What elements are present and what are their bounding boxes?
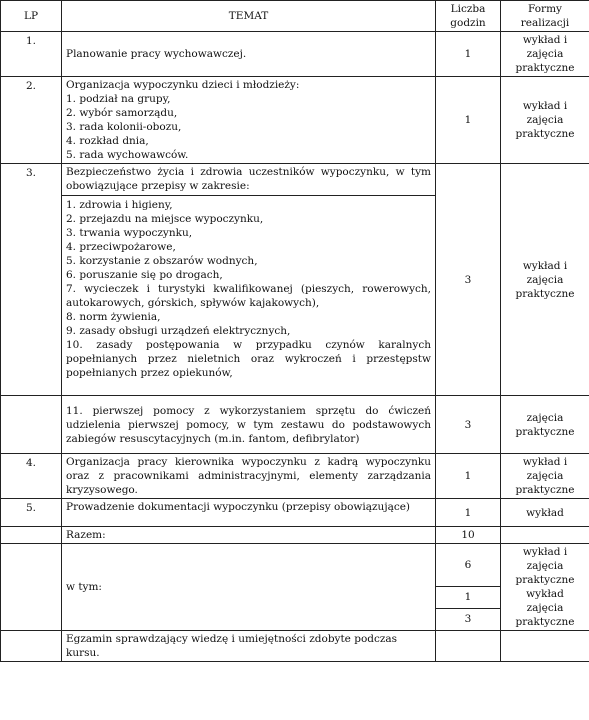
row-hours: 1 bbox=[436, 32, 501, 77]
row-hours: 3 bbox=[436, 396, 501, 454]
row-lp: 1. bbox=[1, 32, 62, 77]
exam-form bbox=[501, 631, 589, 662]
list-item: 1. podział na grupy, bbox=[66, 93, 171, 105]
table-row bbox=[1, 77, 589, 164]
list-item: 8. norm żywienia, bbox=[66, 311, 161, 323]
header-formy-realizacji: Formy realizacji bbox=[501, 1, 589, 32]
table-row bbox=[1, 499, 589, 527]
table-row bbox=[1, 164, 589, 396]
list-item: 4. przeciwpożarowe, bbox=[66, 241, 176, 253]
row-form: wykład i zajęcia praktyczne bbox=[501, 454, 589, 499]
row-form: wykład i zajęcia praktyczne bbox=[501, 164, 589, 396]
table-row bbox=[1, 32, 589, 77]
row-form: wykład i zajęcia praktyczne bbox=[501, 77, 589, 164]
breakdown-lp bbox=[1, 544, 62, 631]
breakdown-form-3: zajęcia praktyczne bbox=[515, 602, 575, 628]
row-lp: 3. bbox=[1, 164, 62, 396]
row-form: wykład i zajęcia praktyczne bbox=[501, 32, 589, 77]
exam-text: Egzamin sprawdzający wiedzę i umiejętności zdobyte podczas kursu. bbox=[62, 631, 436, 662]
header-lp: LP bbox=[1, 1, 62, 32]
row-hours: 1 bbox=[436, 454, 501, 499]
exam-lp bbox=[1, 631, 62, 662]
total-lp bbox=[1, 527, 62, 544]
table-header-row bbox=[1, 1, 589, 32]
topic-sublist bbox=[62, 195, 435, 380]
list-item: 2. wybór samorządu, bbox=[66, 107, 178, 119]
total-hours: 10 bbox=[436, 527, 501, 544]
list-item: 5. rada wychowawców. bbox=[66, 149, 189, 161]
row-lp: 2. bbox=[1, 77, 62, 164]
row-topic: Prowadzenie dokumentacji wypoczynku (przepisy obowiązujące) bbox=[62, 499, 436, 527]
breakdown-label: w tym: bbox=[62, 544, 436, 631]
list-item: 5. korzystanie z obszarów wodnych, bbox=[66, 255, 258, 267]
breakdown-hours-1: 6 bbox=[436, 544, 500, 587]
row-topic-heading: Bezpieczeństwo życia i zdrowia uczestników wypoczynku, w tym obowiązujące przepisy w zakresie: bbox=[66, 166, 431, 192]
breakdown-row bbox=[1, 544, 589, 631]
list-item: 3. rada kolonii-obozu, bbox=[66, 121, 182, 133]
breakdown-form-2: wykład bbox=[526, 588, 564, 600]
breakdown-hours bbox=[436, 544, 501, 631]
row-topic: 11. pierwszej pomocy z wykorzystaniem sprzętu do ćwiczeń udzielenia pierwszej pomocy, w tym zestawu do podstawowych zabiegów resuscytacyjnych (m.in. fantom, defibrylator) bbox=[62, 396, 436, 454]
total-label: Razem: bbox=[62, 527, 436, 544]
table-row bbox=[1, 454, 589, 499]
breakdown-hours-3: 3 bbox=[464, 613, 472, 625]
row-topic-heading: Organizacja wypoczynku dzieci i młodzieży: bbox=[66, 79, 300, 91]
row-form: wykład bbox=[501, 499, 589, 527]
row-form: zajęcia praktyczne bbox=[501, 396, 589, 454]
exam-row bbox=[1, 631, 589, 662]
list-item: 7. wycieczek i turystyki kwalifikowanej (pieszych, rowerowych, autokarowych, górskich, spływów kajakowych), bbox=[66, 283, 431, 309]
list-item: 1. zdrowia i higieny, bbox=[66, 199, 173, 211]
header-liczba-godzin: Liczba godzin bbox=[436, 1, 501, 32]
list-item: 10. zasady postępowania w przypadku czynów karalnych popełnianych przez nieletnich oraz wykroczeń i przestępstw popełnianych przez opiekunów, bbox=[66, 339, 431, 379]
total-row bbox=[1, 527, 589, 544]
row-lp bbox=[1, 396, 62, 454]
total-form bbox=[501, 527, 589, 544]
header-temat: TEMAT bbox=[62, 1, 436, 32]
exam-hours bbox=[436, 631, 501, 662]
list-item: 3. trwania wypoczynku, bbox=[66, 227, 193, 239]
row-lp: 5. bbox=[1, 499, 62, 527]
list-item: 9. zasady obsługi urządzeń elektrycznych, bbox=[66, 325, 291, 337]
topic-list bbox=[66, 198, 431, 380]
row-hours: 1 bbox=[436, 499, 501, 527]
breakdown-hours-2: 1 bbox=[436, 587, 500, 609]
list-item: 4. rozkład dnia, bbox=[66, 135, 149, 147]
row-topic: Planowanie pracy wychowawczej. bbox=[62, 32, 436, 77]
row-topic: Organizacja pracy kierownika wypoczynku z kadrą wypoczynku oraz z pracownikami administracyjnymi, elementy zarządzania kryzysowego. bbox=[62, 454, 436, 499]
breakdown-form-1: wykład i zajęcia praktyczne bbox=[515, 546, 575, 586]
row-topic bbox=[62, 164, 436, 396]
row-lp: 4. bbox=[1, 454, 62, 499]
list-item: 2. przejazdu na miejsce wypoczynku, bbox=[66, 213, 264, 225]
row-hours: 3 bbox=[436, 164, 501, 396]
list-item: 6. poruszanie się po drogach, bbox=[66, 269, 223, 281]
table-row bbox=[1, 396, 589, 454]
row-topic bbox=[62, 77, 436, 164]
topic-list bbox=[66, 92, 431, 162]
row-hours: 1 bbox=[436, 77, 501, 164]
breakdown-forms bbox=[501, 544, 589, 631]
